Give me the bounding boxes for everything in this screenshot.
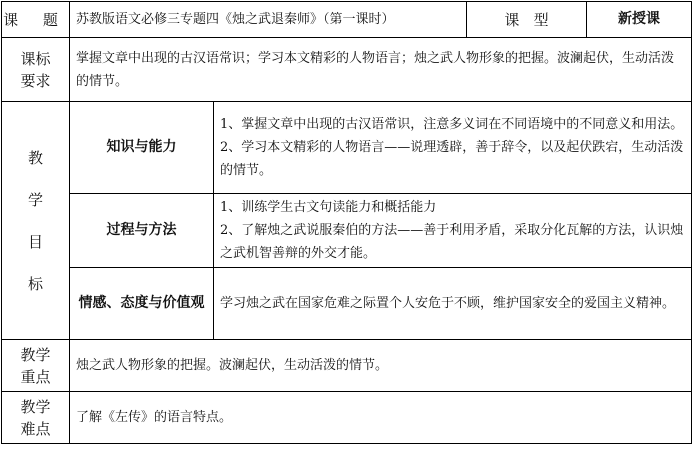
key-points-row (2, 340, 692, 392)
values-text: 学习烛之武在国家危难之际置个人安危于不顾，维护国家安全的爱国主义精神。 (214, 268, 692, 340)
difficulties-row (2, 392, 692, 444)
key-points-label-line1: 教学 (20, 345, 51, 364)
knowledge-title: 知识与能力 (70, 102, 214, 194)
objectives-label (2, 102, 70, 340)
difficulties-label-line1: 教学 (20, 397, 51, 416)
lesson-plan-table (1, 1, 692, 444)
process-text (214, 194, 692, 268)
objective-values-row (2, 268, 692, 340)
objectives-label-char1: 教 (27, 148, 43, 167)
process-item-2: 2、了解烛之武说服秦伯的方法——善于利用矛盾，采取分化瓦解的方法，认识烛之武机智善辩的外交才能。 (220, 223, 684, 261)
objective-knowledge-row (2, 102, 692, 194)
key-points-label (2, 340, 70, 392)
key-points-text: 烛之武人物形象的把握。波澜起伏，生动活泼的情节。 (70, 340, 692, 392)
standard-label (2, 38, 70, 102)
lesson-label: 课 题 (2, 2, 70, 38)
key-points-label-line2: 重点 (20, 367, 51, 386)
lesson-type-value: 新授课 (587, 2, 692, 38)
standard-label-line1: 课标 (20, 49, 51, 68)
process-title: 过程与方法 (70, 194, 214, 268)
lesson-row (2, 2, 692, 38)
lesson-title: 苏教版语文必修三专题四《烛之武退秦师》（第一课时） (70, 2, 467, 38)
knowledge-item-1: 1、掌握文章中出现的古汉语常识，注意多义词在不同语境中的不同意义和用法。 (220, 117, 684, 132)
standard-label-line2: 要求 (20, 71, 51, 90)
difficulties-label-line2: 难点 (20, 419, 51, 438)
standard-text: 掌握文章中出现的古汉语常识；学习本文精彩的人物语言；烛之武人物形象的把握。波澜起伏，生动活泼的情节。 (70, 38, 692, 102)
knowledge-text (214, 102, 692, 194)
difficulties-text: 了解《左传》的语言特点。 (70, 392, 692, 444)
objectives-label-char4: 标 (27, 274, 43, 293)
knowledge-item-2: 2、学习本文精彩的人物语言——说理透辟，善于辞令，以及起伏跌宕，生动活泼的情节。 (220, 140, 684, 178)
objective-process-row (2, 194, 692, 268)
lesson-type-label: 课 型 (467, 2, 587, 38)
values-title: 情感、态度与价值观 (70, 268, 214, 340)
difficulties-label (2, 392, 70, 444)
objectives-label-char2: 学 (27, 190, 43, 209)
objectives-label-char3: 目 (27, 232, 43, 251)
standard-row (2, 38, 692, 102)
process-item-1: 1、训练学生古文句读能力和概括能力 (220, 200, 437, 215)
